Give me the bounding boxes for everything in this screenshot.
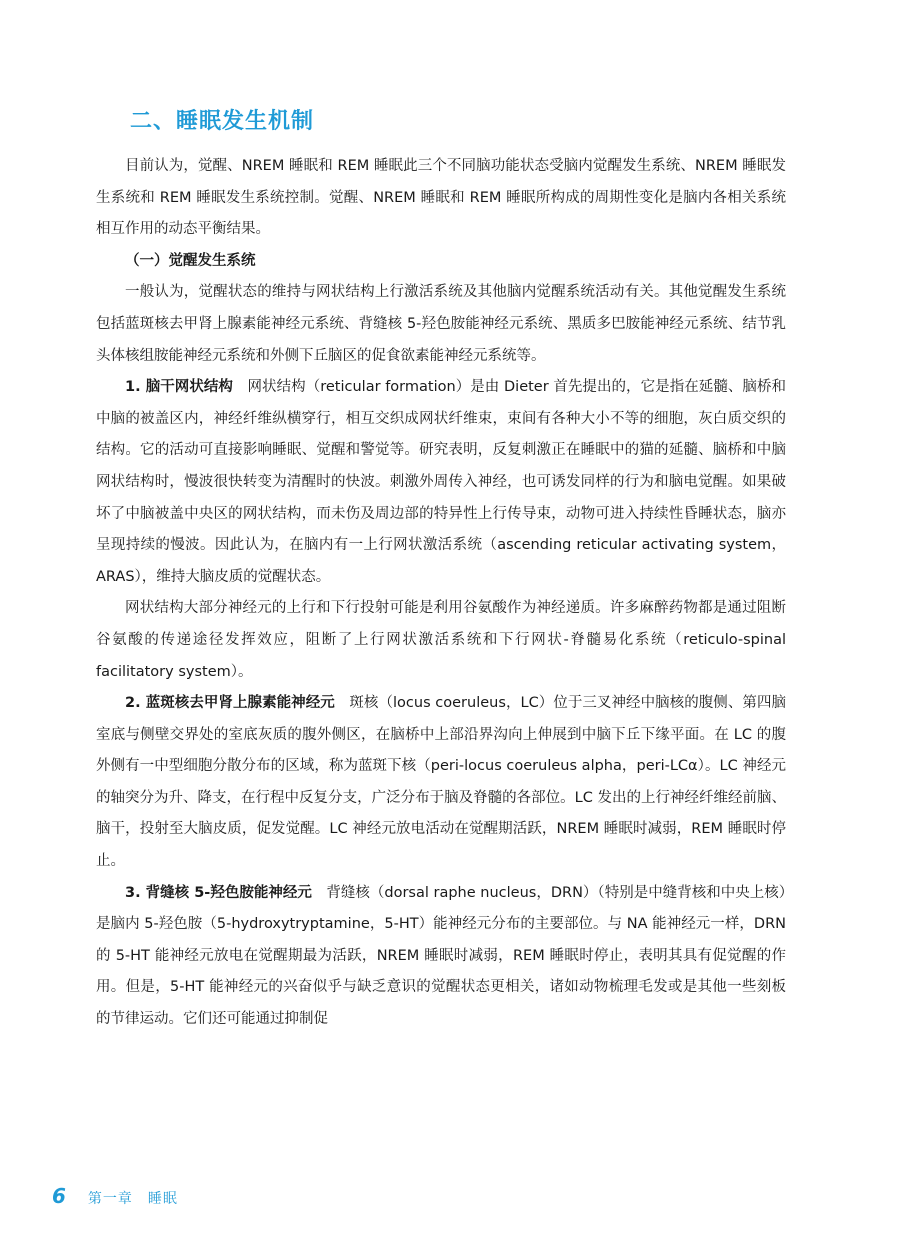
page-number: 6 bbox=[52, 1184, 66, 1208]
paragraph-reticular-body: 网状结构（reticular formation）是由 Dieter 首先提出的，它是指在延髓、脑桥和中脑的被盖区内，神经纤维纵横穿行，相互交织成网状纤维束，束间有各种大小不等的细胞，灰白质交织的结构。它的活动可直接影响睡眠、觉醒和警觉等。研究表明，反复刺激正在睡眠中的猫的延髓、脑桥和中脑网状结构时，慢波很快转变为清醒时的快波。刺激外周传入神经，也可诱发同样的行为和脑电觉醒。如果破坏了中脑被盖中央区的网状结构，而未伤及周边部的特异性上行传导束，动物可进入持续性昏睡状态，脑亦呈现持续的慢波。因此认为，在脑内有一上行网状激活系统（ascending reticular activating system，ARAS），维持大脑皮质的觉醒状态。 bbox=[96, 379, 786, 585]
paragraph-lead-raphe: 3. 背缝核 5-羟色胺能神经元 bbox=[125, 884, 312, 901]
paragraph-lead-reticular: 1. 脑干网状结构 bbox=[125, 379, 233, 396]
page-footer bbox=[52, 1184, 178, 1208]
paragraph-raphe bbox=[96, 878, 786, 1036]
paragraph-overview: 一般认为，觉醒状态的维持与网状结构上行激活系统及其他脑内觉醒系统活动有关。其他觉醒发生系统包括蓝斑核去甲肾上腺素能神经元系统、背缝核 5-羟色胺能神经元系统、黑质多巴胺能神经元系统、结节乳头体核组胺能神经元系统和外侧下丘脑区的促食欲素能神经元系统等。 bbox=[96, 284, 786, 364]
chapter-label: 第一章 睡眠 bbox=[87, 1191, 178, 1207]
paragraph-locus-coeruleus-body: 斑核（locus coeruleus，LC）位于三叉神经中脑核的腹侧、第四脑室底与侧壁交界处的室底灰质的腹外侧区，在脑桥中上部沿界沟向上伸展到中脑下丘下缘平面。在 LC 的腹外侧有一中型细胞分散分布的区域，称为蓝斑下核（peri-locus coeruleus alpha，peri-LCα）。LC 神经元的轴突分为升、降支，在行程中反复分支，广泛分布于脑及脊髓的各部位。LC 发出的上行神经纤维经前脑、脑干，投射至大脑皮质，促发觉醒。LC 神经元放电活动在觉醒期活跃，NREM 睡眠时减弱，REM 睡眠时停止。 bbox=[96, 695, 786, 870]
section-heading: 二、睡眠发生机制 bbox=[130, 109, 315, 134]
paragraph-raphe-body: 背缝核（dorsal raphe nucleus，DRN）（特别是中缝背核和中央上核）是脑内 5-羟色胺（5-hydroxytryptamine，5-HT）能神经元分布的主要部位。与 NA 能神经元一样，DRN 的 5-HT 能神经元放电在觉醒期最为活跃，NREM 睡眠时减弱，REM 睡眠时停止，表明其具有促觉醒的作用。但是，5-HT 能神经元的兴奋似乎与缺乏意识的觉醒状态更相关，诸如动物梳理毛发或是其他一些刻板的节律运动。它们还可能通过抑制促 bbox=[96, 884, 786, 1028]
book-page bbox=[96, 0, 786, 1245]
paragraph-reticular bbox=[96, 372, 786, 593]
paragraph-locus-coeruleus bbox=[96, 688, 786, 878]
paragraph-intro: 目前认为，觉醒、NREM 睡眠和 REM 睡眠此三个不同脑功能状态受脑内觉醒发生系统、NREM 睡眠发生系统和 REM 睡眠发生系统控制。觉醒、NREM 睡眠和 REM 睡眠所构成的周期性变化是脑内各相关系统相互作用的动态平衡结果。 bbox=[96, 158, 786, 238]
subsection-heading: （一）觉醒发生系统 bbox=[125, 252, 256, 269]
paragraph-glutamate: 网状结构大部分神经元的上行和下行投射可能是利用谷氨酸作为神经递质。许多麻醉药物都是通过阻断谷氨酸的传递途径发挥效应，阻断了上行网状激活系统和下行网状-脊髓易化系统（reticulo-spinal facilitatory system）。 bbox=[96, 600, 786, 680]
body-text bbox=[96, 151, 786, 1036]
paragraph-lead-locus-coeruleus: 2. 蓝斑核去甲肾上腺素能神经元 bbox=[125, 695, 335, 712]
